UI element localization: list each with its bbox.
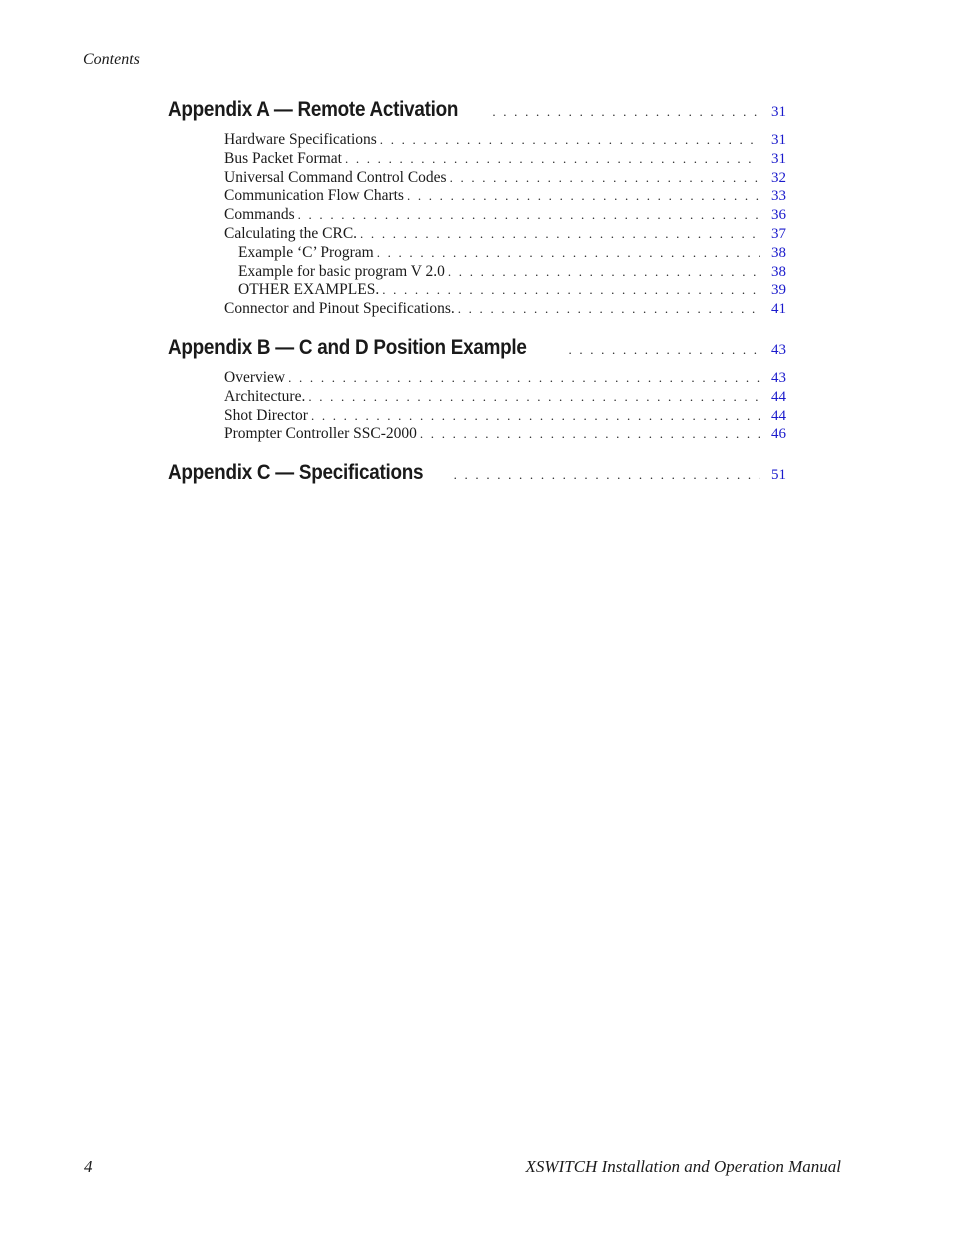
dot-leader — [450, 170, 760, 186]
page-link[interactable]: 31 — [771, 150, 786, 167]
toc-appendix-heading[interactable] — [168, 461, 786, 494]
toc-entry-title: Shot Director — [224, 406, 308, 424]
dot-leader — [458, 301, 760, 317]
footer-manual-title: XSWITCH Installation and Operation Manual — [525, 1157, 841, 1176]
toc-entry-title: Bus Packet Format — [224, 149, 342, 167]
page-link[interactable]: 41 — [771, 301, 786, 318]
toc-entry-title: OTHER EXAMPLES. — [238, 281, 380, 299]
dot-leader — [288, 370, 760, 386]
toc-entry[interactable] — [168, 281, 786, 300]
page-link[interactable]: 51 — [771, 467, 786, 484]
toc-appendix-heading-title: Appendix B — C and D Position Example — [168, 335, 527, 359]
running-header: Contents — [83, 51, 140, 68]
page-link[interactable]: 38 — [771, 244, 786, 261]
toc-appendix-heading-title: Appendix A — Remote Activation — [168, 98, 459, 121]
dot-leader — [407, 188, 760, 204]
dot-leader — [492, 104, 760, 120]
toc-entry[interactable] — [168, 225, 786, 244]
page-link[interactable]: 31 — [771, 132, 786, 148]
toc-entry-title: Architecture. — [224, 387, 306, 405]
table-of-contents — [168, 98, 786, 511]
dot-leader — [420, 426, 760, 442]
toc-entry[interactable] — [168, 425, 786, 444]
toc-section — [168, 98, 786, 319]
toc-entry[interactable] — [168, 244, 786, 263]
dot-leader — [298, 207, 760, 223]
dot-leader — [311, 408, 760, 424]
toc-section — [168, 336, 786, 444]
page-link[interactable]: 43 — [771, 369, 786, 386]
dot-leader — [454, 467, 760, 483]
toc-entry[interactable] — [168, 369, 786, 388]
toc-entry[interactable] — [168, 131, 786, 150]
page-link[interactable]: 36 — [771, 207, 786, 224]
toc-entry[interactable] — [168, 187, 786, 206]
dot-leader — [568, 342, 760, 358]
toc-entry[interactable] — [168, 407, 786, 426]
toc-entry-title: Connector and Pinout Specifications. — [224, 300, 455, 318]
toc-entry-title: Overview — [224, 368, 286, 386]
toc-entry[interactable] — [168, 263, 786, 282]
toc-section — [168, 461, 786, 494]
page-link[interactable]: 44 — [771, 388, 786, 405]
toc-entry[interactable] — [168, 388, 786, 407]
dot-leader — [360, 226, 760, 242]
page-link[interactable]: 46 — [771, 426, 786, 443]
dot-leader — [345, 151, 760, 167]
footer-page-number: 4 — [84, 1157, 93, 1176]
page-link[interactable]: 32 — [771, 169, 786, 186]
page-link[interactable]: 31 — [771, 104, 786, 120]
toc-appendix-heading-title: Appendix C — Specifications — [168, 461, 424, 485]
page-link[interactable]: 39 — [771, 282, 786, 299]
toc-entry-title: Communication Flow Charts — [224, 187, 404, 205]
dot-leader — [382, 282, 760, 298]
dot-leader — [377, 245, 760, 261]
dot-leader — [308, 389, 760, 405]
toc-entry-title: Universal Command Control Codes — [224, 168, 447, 186]
toc-entry[interactable] — [168, 206, 786, 225]
page-link[interactable]: 33 — [771, 188, 786, 205]
toc-entry-title: Example ‘C’ Program — [238, 243, 374, 261]
toc-entry[interactable] — [168, 300, 786, 319]
toc-appendix-heading[interactable] — [168, 98, 786, 131]
toc-entry[interactable] — [168, 169, 786, 188]
toc-entry-title: Calculating the CRC. — [224, 224, 358, 242]
toc-entry-title: Prompter Controller SSC-2000 — [224, 425, 417, 443]
toc-appendix-heading[interactable] — [168, 336, 786, 369]
dot-leader — [380, 132, 760, 148]
toc-entry[interactable] — [168, 150, 786, 169]
toc-entry-title: Commands — [224, 206, 295, 224]
toc-entry-title: Hardware Specifications — [224, 131, 377, 148]
page-link[interactable]: 43 — [771, 341, 786, 358]
page-link[interactable]: 38 — [771, 263, 786, 280]
dot-leader — [448, 264, 760, 280]
page-link[interactable]: 44 — [771, 407, 786, 424]
toc-entry-title: Example for basic program V 2.0 — [238, 262, 445, 280]
page-link[interactable]: 37 — [771, 225, 786, 242]
